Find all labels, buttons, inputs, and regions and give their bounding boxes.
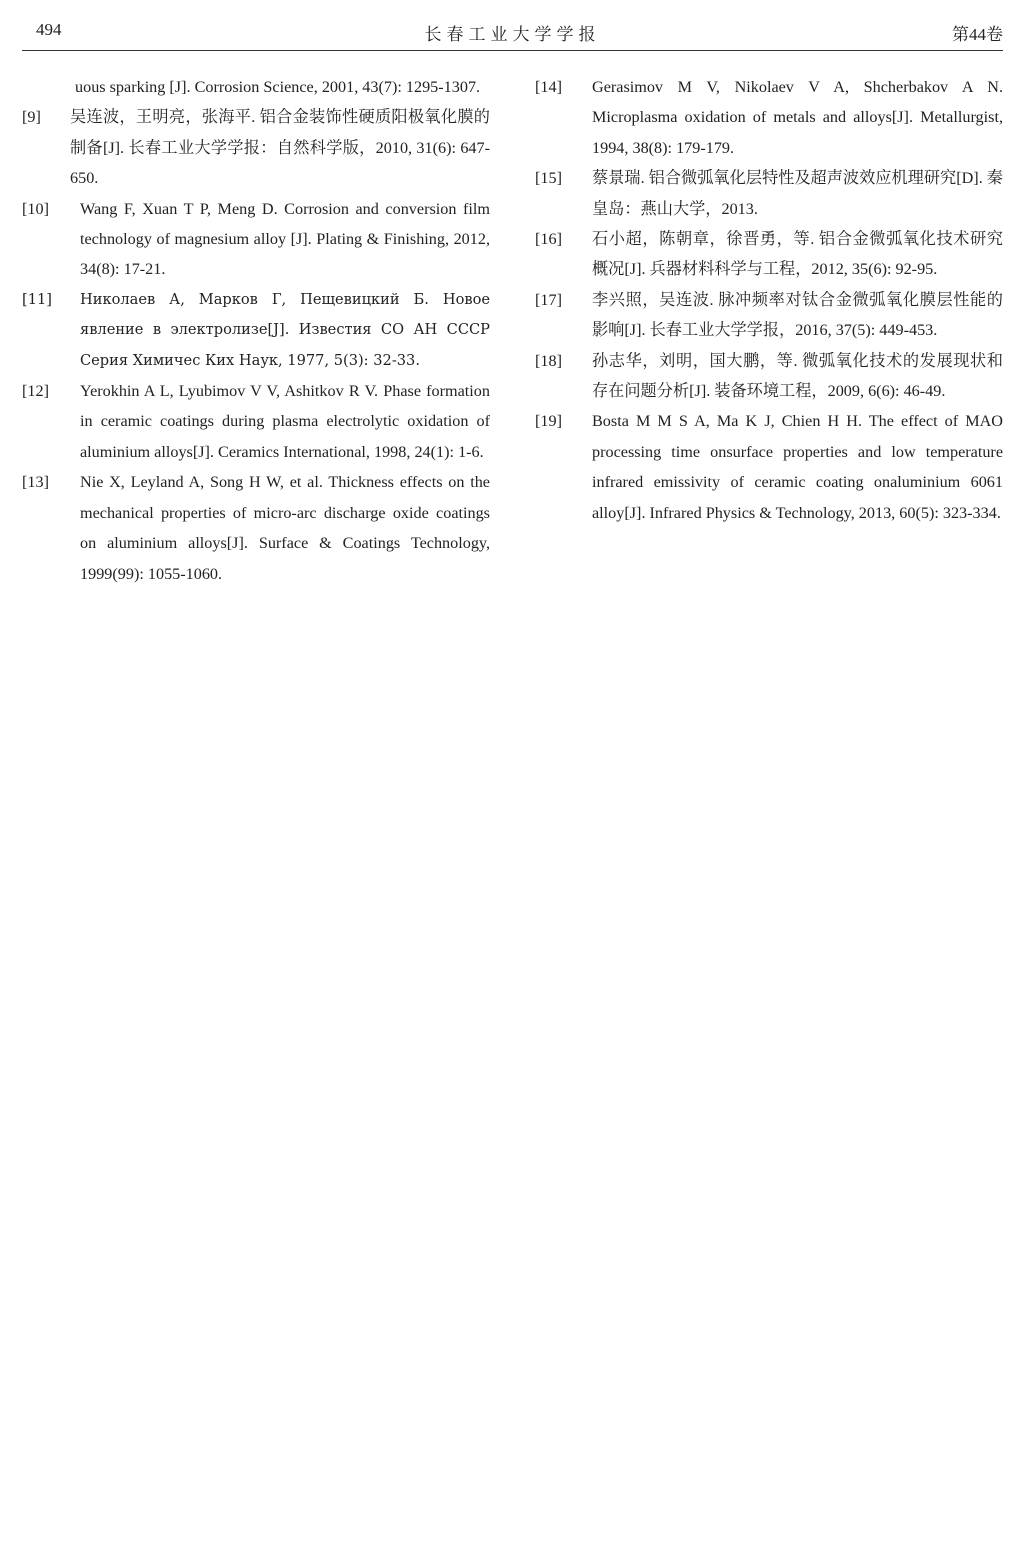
reference-text: 李兴照，吴连波. 脉冲频率对钛合金微弧氧化膜层性能的影响[J]. 长春工业大学学报，2016, 37(5): 449-453. bbox=[592, 290, 1003, 340]
reference-continuation bbox=[22, 72, 490, 102]
reference-item-12 bbox=[22, 376, 490, 467]
reference-item-14 bbox=[535, 72, 1003, 163]
reference-number: [9] bbox=[22, 108, 41, 127]
reference-number: [16] bbox=[535, 230, 562, 249]
reference-number: [11] bbox=[22, 290, 52, 308]
reference-item-16 bbox=[535, 224, 1003, 285]
reference-item-18 bbox=[535, 346, 1003, 407]
reference-text: 孙志华，刘明，国大鹏，等. 微弧氧化技术的发展现状和存在问题分析[J]. 装备环境工程，2009, 6(6): 46-49. bbox=[592, 351, 1003, 401]
reference-number: [10] bbox=[22, 199, 49, 218]
reference-text: 石小超，陈朝章，徐晋勇，等. 铝合金微弧氧化技术研究概况[J]. 兵器材料科学与工程，2012, 35(6): 92-95. bbox=[592, 230, 1003, 279]
reference-number: [18] bbox=[535, 351, 562, 370]
reference-text: Gerasimov M V, Nikolaev V A, Shcherbakov A N. Microplasma oxidation of metals and alloys[J]. Metallurgist, 1994, 38(8): 179-179. bbox=[592, 78, 1003, 157]
reference-item-15 bbox=[535, 163, 1003, 224]
reference-number: [14] bbox=[535, 78, 562, 96]
reference-number: [19] bbox=[535, 412, 562, 431]
volume-label: 第44卷 bbox=[952, 25, 1003, 44]
reference-text: 吴连波，王明亮，张海平. 铝合金装饰性硬质阳极氧化膜的制备[J]. 长春工业大学学报：自然科学版，2010, 31(6): 647-650. bbox=[70, 108, 490, 188]
reference-text: 蔡景瑞. 铝合微弧氧化层特性及超声波效应机理研究[D]. 秦皇岛：燕山大学，2013. bbox=[592, 169, 1003, 218]
page-number: 494 bbox=[36, 20, 62, 39]
page-header bbox=[22, 14, 1003, 51]
reference-item-9 bbox=[22, 102, 490, 193]
reference-item-17 bbox=[535, 285, 1003, 346]
reference-column-left bbox=[22, 72, 490, 589]
reference-item-13 bbox=[22, 467, 490, 589]
journal-title: 长春工业大学学报 bbox=[424, 25, 601, 44]
reference-text: Nie X, Leyland A, Song H W, et al. Thickness effects on the mechanical properties of micro-arc discharge oxide coatings on aluminium alloys[J]. Surface & Coatings Technology, 1999(99): 1055-1060. bbox=[80, 473, 490, 583]
reference-text: Николаев А, Марков Г, Пещевицкий Б. Новое явление в электролизе[J]. Известия СО АН СССР Серия Химичес Ких Наук, 1977, 5(3): 32-33. bbox=[80, 290, 490, 369]
reference-item-11 bbox=[22, 285, 490, 376]
reference-item-19 bbox=[535, 406, 1003, 528]
reference-number: [12] bbox=[22, 382, 49, 401]
reference-number: [15] bbox=[535, 169, 562, 188]
reference-column-right bbox=[535, 72, 1003, 528]
reference-item-10 bbox=[22, 194, 490, 285]
reference-number: [13] bbox=[22, 473, 49, 492]
reference-text: Wang F, Xuan T P, Meng D. Corrosion and conversion film technology of magnesium alloy [J]. Plating & Finishing, 2012, 34(8): 17-21. bbox=[80, 199, 490, 279]
reference-text: uous sparking [J]. Corrosion Science, 2001, 43(7): 1295-1307. bbox=[75, 78, 481, 96]
reference-text: Yerokhin A L, Lyubimov V V, Ashitkov R V. Phase formation in ceramic coatings during plasma electrolytic oxidation of aluminium alloys[J]. Ceramics International, 1998, 24(1): 1-6. bbox=[80, 382, 490, 461]
reference-text: Bosta M M S A, Ma K J, Chien H H. The effect of MAO processing time onsurface properties and low temperature infrared emissivity of ceramic coating onaluminium 6061 alloy[J]. Infrared Physics & Technology, 2013, 60(5): 323-334. bbox=[592, 412, 1003, 522]
reference-number: [17] bbox=[535, 290, 562, 309]
